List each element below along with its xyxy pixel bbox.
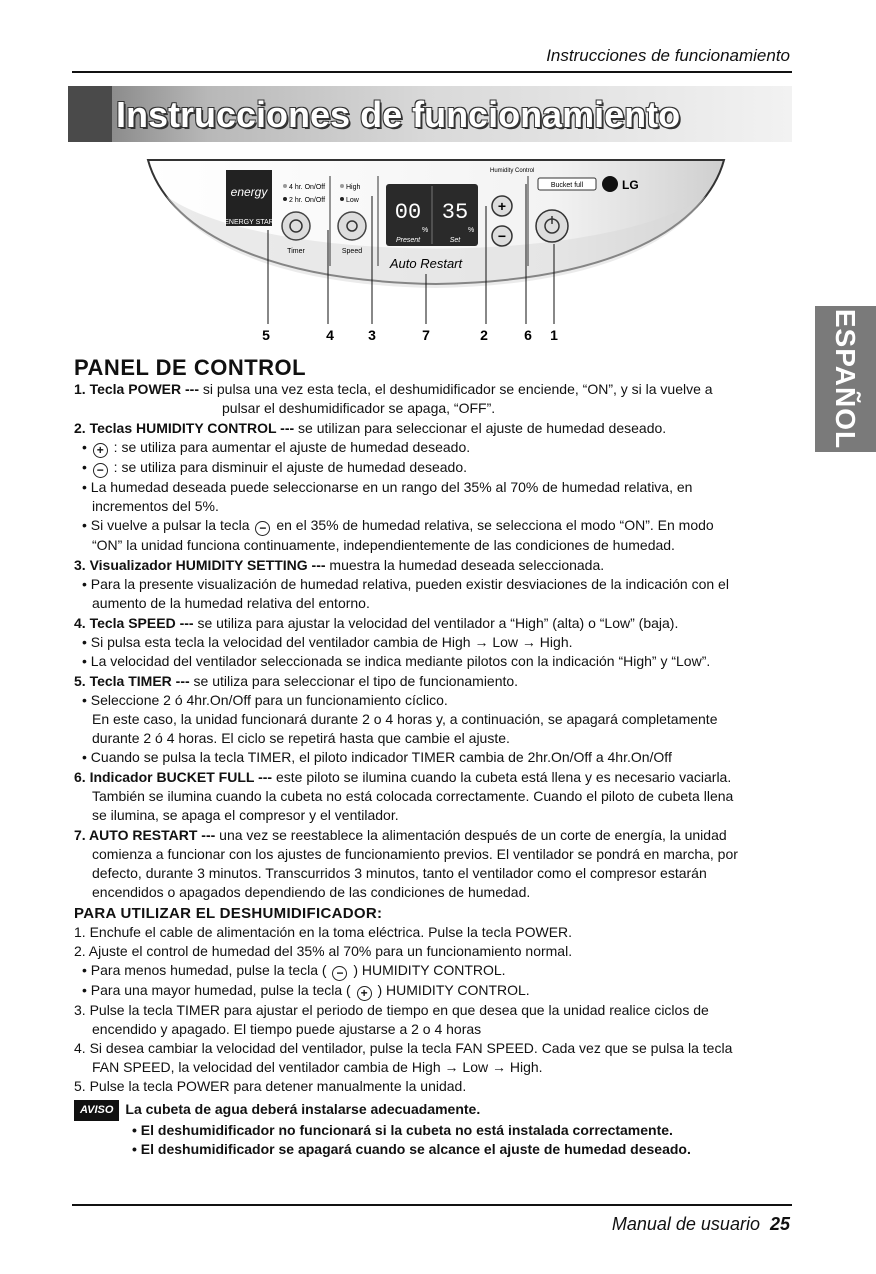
display-present-value: 00 <box>394 200 422 225</box>
language-tab-label: ESPAÑOL <box>830 308 862 450</box>
notice-line-2: • El deshumidificador no funcionará si la cubeta no está instalada correctamente. <box>132 1122 673 1138</box>
running-header: Instrucciones de funcionamiento <box>546 46 790 65</box>
item-humidity-bullet-4-rest: en el 35% de humedad relativa, se selecciona el modo “ON”. En modo <box>272 517 714 533</box>
timer-option-2hr: 2 hr. On/Off <box>289 197 326 204</box>
item-setting-head: 3. Visualizador HUMIDITY SETTING --- <box>74 557 326 573</box>
speed-label: Speed <box>341 248 363 255</box>
svg-text:energy: energy <box>230 185 268 199</box>
item-restart-text-3: defecto, durante 3 minutos. Transcurridos 3 minutos, tanto el ventilador como el compresor estarán <box>92 865 707 881</box>
page-title: Instrucciones de funcionamiento <box>116 94 681 135</box>
item-humidity-bullet-3: • La humedad deseada puede seleccionarse en un rango del 35% al 70% de humedad relativa, en <box>82 479 693 495</box>
item-speed-bullet-2: • La velocidad del ventilador seleccionada se indica mediante pilotos con la indicación “High” y “Low”. <box>82 653 711 669</box>
plus-icon: + <box>93 443 108 458</box>
header-rule <box>72 71 792 73</box>
usage-step-4: 4. Si desea cambiar la velocidad del ventilador, pulse la tecla FAN SPEED. Cada vez que se pulsa la tecla <box>74 1040 733 1056</box>
minus-icon: − <box>332 966 347 981</box>
timer-label: Timer <box>287 248 305 255</box>
item-timer-bullet-2: • Cuando se pulsa la tecla TIMER, el piloto indicador TIMER cambia de 2hr.On/Off a 4hr.On/Off <box>82 749 672 765</box>
item-timer-head: 5. Tecla TIMER --- <box>74 673 190 689</box>
control-panel-illustration <box>146 156 726 356</box>
timer-button[interactable] <box>282 212 310 240</box>
item-humidity-text: se utilizan para seleccionar el ajuste de humedad deseado. <box>294 420 667 436</box>
page-number: 25 <box>769 1214 790 1234</box>
aviso-badge: AVISO <box>74 1100 119 1121</box>
item-humidity-bullet-1: : se utiliza para aumentar el ajuste de humedad deseado. <box>109 439 471 455</box>
energy-star-logo <box>224 170 274 226</box>
callout-2: 2 <box>480 327 488 343</box>
humidity-down-button[interactable] <box>492 226 512 246</box>
item-auto-restart <box>74 826 796 902</box>
item-power-head: 1. Tecla POWER --- <box>74 381 199 397</box>
item-restart-head: 7. AUTO RESTART --- <box>74 827 216 843</box>
speed-button[interactable] <box>338 212 366 240</box>
usage-step-2-bullet-1: • Para menos humedad, pulse la tecla ( <box>82 962 327 978</box>
main-content <box>74 356 796 1159</box>
item-speed-bullet-1: • Si pulsa esta tecla la velocidad del ventilador cambia de High → Low → High. <box>82 634 573 650</box>
item-restart-text-2: comienza a funcionar con los ajustes de funcionamiento previos. El ventilador se pondrá en marcha, por <box>92 846 738 862</box>
power-button[interactable] <box>536 210 568 242</box>
bucket-full-indicator: Bucket full <box>550 182 584 189</box>
auto-restart-label: Auto Restart <box>389 256 463 271</box>
usage-step-3b: encendido y apagado. El tiempo puede ajustarse a 2 o 4 horas <box>92 1021 482 1037</box>
usage-step-4b: FAN SPEED, la velocidad del ventilador cambia de High → Low → High. <box>92 1059 543 1075</box>
footer-manual-title: Manual de usuario <box>611 1214 760 1234</box>
item-timer <box>74 672 796 767</box>
item-bucket-text: este piloto se ilumina cuando la cubeta está llena y es necesario vaciarla. <box>272 769 732 785</box>
humidity-control-label: Humidity Control <box>490 168 535 174</box>
usage-title: PARA UTILIZAR EL DESHUMIDIFICADOR: <box>74 905 383 922</box>
item-power-text: si pulsa una vez esta tecla, el deshumidificador se enciende, “ON”, y si la vuelve a <box>198 381 713 397</box>
footer-rule <box>72 1204 792 1206</box>
timer-option-4hr: 4 hr. On/Off <box>289 184 326 191</box>
speed-high-indicator: High <box>346 184 361 191</box>
callout-3: 3 <box>368 327 376 343</box>
callout-6: 6 <box>524 327 532 343</box>
usage-step-3: 3. Pulse la tecla TIMER para ajustar el periodo de tiempo en que desea que la unidad realice ciclos de <box>74 1002 709 1018</box>
usage-step-1: 1. Enchufe el cable de alimentación en la toma eléctrica. Pulse la tecla POWER. <box>74 924 573 940</box>
item-timer-bullet-1d: durante 2 ó 4 horas. El ciclo se repetirá hasta que cambie el ajuste. <box>92 730 510 746</box>
item-timer-bullet-1: • Seleccione 2 ó 4hr.On/Off para un funcionamiento cíclico. <box>82 692 448 708</box>
humidity-display <box>386 184 478 246</box>
section-title: PANEL DE CONTROL <box>74 355 307 380</box>
item-humidity-setting <box>74 556 796 613</box>
item-speed-text: se utiliza para ajustar la velocidad del ventilador a “High” (alta) o “Low” (baja). <box>193 615 679 631</box>
item-timer-bullet-1c: En este caso, la unidad funcionará durante 2 o 4 horas y, a continuación, se apagará completamente <box>92 711 718 727</box>
item-timer-text: se utiliza para seleccionar el tipo de funcionamiento. <box>189 673 519 689</box>
page-footer <box>612 1214 790 1235</box>
humidity-up-button[interactable] <box>492 196 512 216</box>
item-humidity-bullet-2: : se utiliza para disminuir el ajuste de humedad deseado. <box>109 459 468 475</box>
item-humidity-bullet-4b: “ON” la unidad funciona continuamente, independientemente de las condiciones de humedad. <box>92 537 675 553</box>
language-tab <box>815 306 876 452</box>
set-label: Set <box>449 237 461 244</box>
item-speed-head: 4. Tecla SPEED --- <box>74 615 194 631</box>
plus-icon: + <box>497 198 507 214</box>
item-setting-bullet-1b: aumento de la humedad relativa del entorno. <box>92 595 370 611</box>
item-humidity-bullet-4: • Si vuelve a pulsar la tecla <box>82 517 250 533</box>
brand-label: LG <box>622 178 639 192</box>
speed-low-indicator: Low <box>346 197 359 204</box>
usage-step-2-bullet-2: • Para una mayor humedad, pulse la tecla ( <box>82 982 351 998</box>
item-setting-bullet-1: • Para la presente visualización de humedad relativa, pueden existir desviaciones de la indicación con el <box>82 576 729 592</box>
item-bucket-text-3: se ilumina, se apaga el compresor y el ventilador. <box>92 807 399 823</box>
callout-1: 1 <box>550 327 558 343</box>
item-setting-text: muestra la humedad deseada seleccionada. <box>325 557 605 573</box>
item-humidity-head: 2. Teclas HUMIDITY CONTROL --- <box>74 420 295 436</box>
energy-star-label: ENERGY STAR <box>224 219 274 226</box>
item-restart-text: una vez se reestablece la alimentación después de un corte de energía, la unidad <box>215 827 727 843</box>
notice-line-1: La cubeta de agua deberá instalarse adecuadamente. <box>125 1101 481 1117</box>
item-bucket-head: 6. Indicador BUCKET FULL --- <box>74 769 273 785</box>
item-power <box>74 380 796 418</box>
present-percent: % <box>422 227 429 234</box>
notice-line-3: • El deshumidificador se apagará cuando se alcance el ajuste de humedad deseado. <box>132 1141 691 1157</box>
callout-5: 5 <box>262 327 270 343</box>
usage-step-2-bullet-2-rest: ) HUMIDITY CONTROL. <box>377 982 530 998</box>
warning-notice <box>74 1100 796 1159</box>
callout-7: 7 <box>422 327 430 343</box>
present-label: Present <box>395 237 421 244</box>
item-humidity-control: 2. Teclas HUMIDITY CONTROL --- se utilizan para seleccionar el ajuste de humedad deseado. • + : se utiliza para aumentar el ajuste de humedad deseado. • − : se utiliza para disminuir el ajuste de humedad deseado. • La humedad deseada puede seleccionarse en un rango del 35% al 70% de humedad relativa, en incrementos del 5%. • Si vuelve a pulsar la tecla − en el 35% de humedad relativa, se selecciona el modo “ON”. En modo “ON” la unidad funciona continuamente, independientemente de las condiciones de humedad. <box>74 419 796 555</box>
item-bucket-text-2: También se ilumina cuando la cubeta no está colocada correctamente. Cuando el piloto de cubeta llena <box>92 788 734 804</box>
item-power-text-2: pulsar el deshumidificador se apaga, “OFF”. <box>222 400 496 416</box>
usage-step-5: 5. Pulse la tecla POWER para detener manualmente la unidad. <box>74 1078 467 1094</box>
plus-icon: + <box>357 986 372 1001</box>
item-bucket-full <box>74 768 796 825</box>
item-speed <box>74 614 796 671</box>
item-humidity-bullet-3b: incrementos del 5%. <box>92 498 219 514</box>
title-banner <box>68 86 792 142</box>
minus-icon: − <box>93 463 108 478</box>
item-restart-text-4: encendidos o apagados dependiendo de las condiciones de humedad. <box>92 884 531 900</box>
set-percent: % <box>468 227 475 234</box>
usage-step-2-bullet-1-rest: ) HUMIDITY CONTROL. <box>353 962 506 978</box>
banner-accent-block <box>68 86 112 142</box>
display-set-value: 35 <box>441 200 469 225</box>
minus-icon: − <box>255 521 270 536</box>
usage-step-2: 2. Ajuste el control de humedad del 35% al 70% para un funcionamiento normal. <box>74 943 573 959</box>
minus-icon: − <box>497 228 507 244</box>
callout-4: 4 <box>326 327 334 343</box>
